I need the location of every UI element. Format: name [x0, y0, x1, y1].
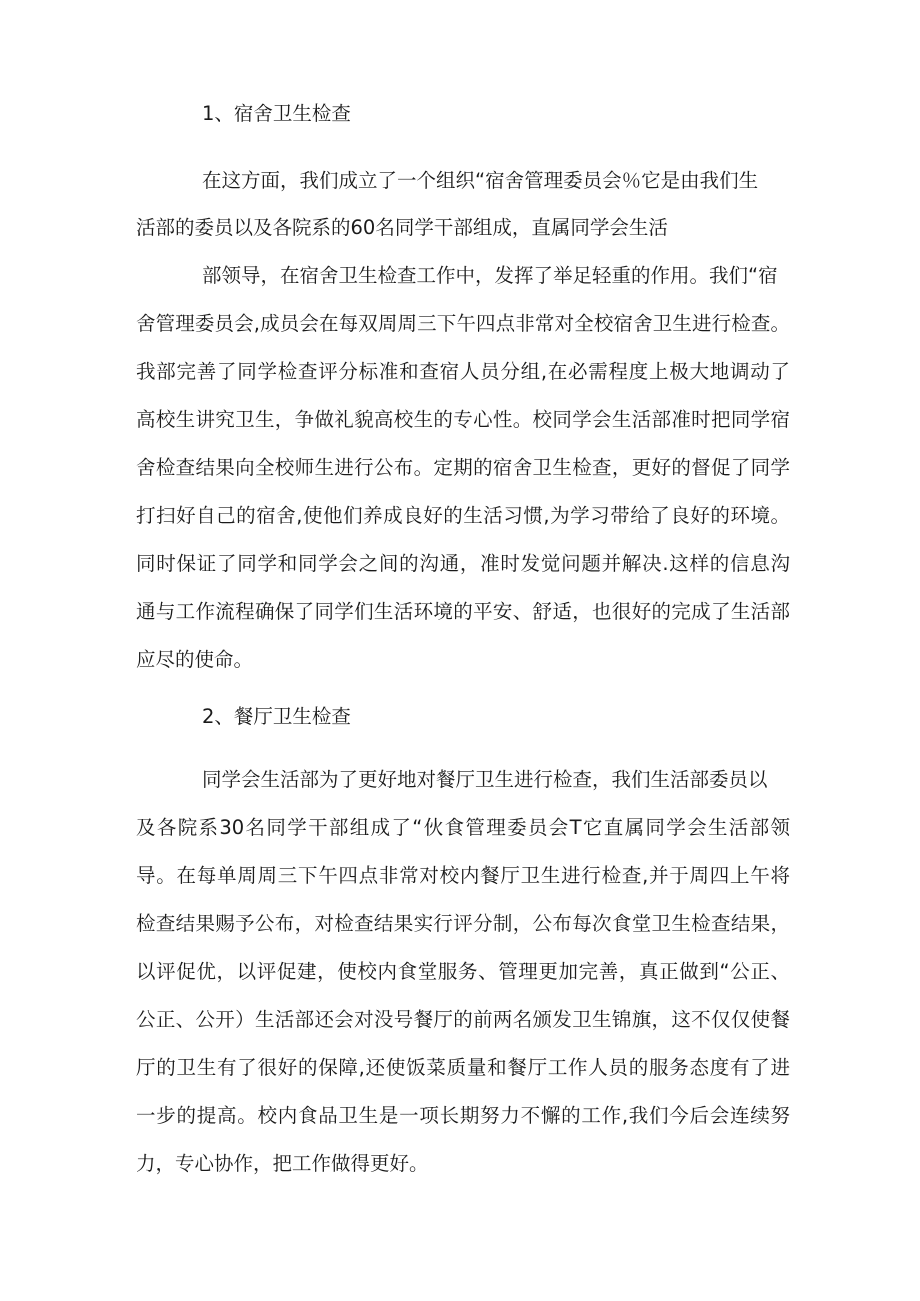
section-heading-dormitory: 1、宿舍卫生检查 [202, 102, 351, 125]
paragraph-line: 活部的委员以及各院系的60名同学干部组成，直属同学会生活 [136, 216, 668, 239]
paragraph-line: 以评促优，以评促建，使校内食堂服务、管理更加完善，真正做到“公正、 [136, 960, 790, 983]
paragraph-line: 力，专心协作，把工作做得更好。 [136, 1152, 429, 1175]
paragraph-line: 应尽的使命。 [136, 648, 254, 671]
paragraph-line: 舍管理委员会,成员会在每双周周三下午四点非常对全校宿舍卫生进行检查。 [136, 312, 790, 335]
paragraph-line: 在这方面，我们成立了一个组织“宿舍管理委员会％它是由我们生 [202, 169, 759, 192]
paragraph-line: 我部完善了同学检查评分标准和查宿人员分组,在必需程度上极大地调动了 [136, 360, 790, 383]
paragraph-line: 部领导，在宿舍卫生检查工作中，发挥了举足轻重的作用。我们“宿 [202, 264, 778, 287]
paragraph-line: 厅的卫生有了很好的保障,还使饭菜质量和餐厅工作人员的服务态度有了进 [136, 1056, 790, 1079]
paragraph-line: 及各院系30名同学干部组成了“伙食管理委员会T它直属同学会生活部领 [136, 816, 790, 839]
paragraph-line: 一步的提高。校内食品卫生是一项长期努力不懈的工作,我们今后会连续努 [136, 1104, 790, 1127]
paragraph-line: 通与工作流程确保了同学们生活环境的平安、舒适，也很好的完成了生活部 [136, 600, 790, 623]
paragraph-line: 高校生讲究卫生，争做礼貌高校生的专心性。校同学会生活部准时把同学宿 [136, 408, 790, 431]
paragraph-line: 公正、公开）生活部还会对没号餐厅的前两名颁发卫生锦旗，这不仅仅使餐 [136, 1008, 790, 1031]
paragraph-line: 同学会生活部为了更好地对餐厅卫生进行检查，我们生活部委员以 [202, 768, 768, 791]
paragraph-line: 打扫好自己的宿舍,使他们养成良好的生活习惯,为学习带给了良好的环境。 [136, 504, 790, 527]
paragraph-line: 同时保证了同学和同学会之间的沟通，准时发觉问题并解决.这样的信息沟 [136, 552, 790, 575]
section-heading-canteen: 2、餐厅卫生检查 [202, 705, 351, 728]
paragraph-line: 舍检查结果向全校师生进行公布。定期的宿舍卫生检查，更好的督促了同学 [136, 456, 790, 479]
paragraph-line: 检查结果赐予公布，对检查结果实行评分制，公布每次食堂卫生检查结果， [136, 912, 790, 935]
paragraph-line: 导。在每单周周三下午四点非常对校内餐厅卫生进行检查,并于周四上午将 [136, 864, 790, 887]
